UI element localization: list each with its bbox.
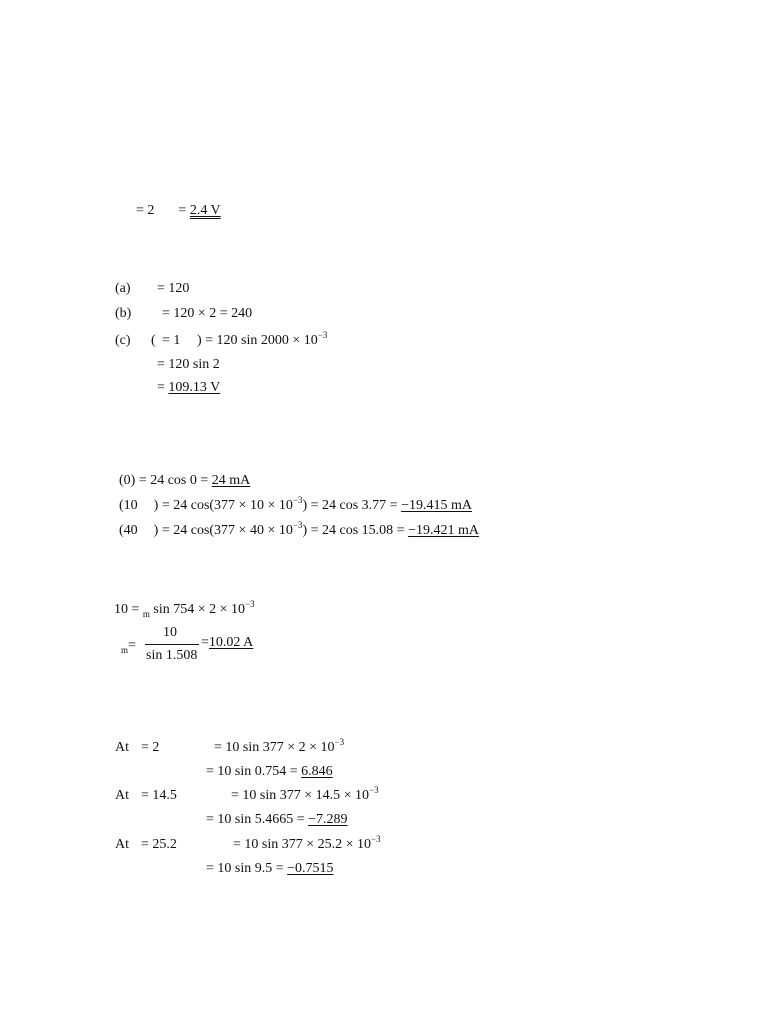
p3-l2-a: (10 xyxy=(119,498,138,513)
p2-c-line3-prefix: = xyxy=(157,380,169,395)
p5-r1-exponent: −3 xyxy=(334,737,345,747)
p5-r2-answer: −7.289 xyxy=(308,812,348,827)
p4-l1-sub: m xyxy=(142,609,150,619)
p5-r3-answer: −0.7515 xyxy=(287,861,334,876)
p4-result xyxy=(201,635,253,651)
p4-answer: 10.02 A xyxy=(208,635,254,650)
p4-l2-lhs xyxy=(121,638,136,654)
p5-r3-expr xyxy=(233,834,381,853)
p5-r3-at: At xyxy=(115,837,129,852)
p2-c-expr xyxy=(197,330,328,349)
p5-r1-answer: 6.846 xyxy=(301,764,333,779)
p2-a-label: (a) xyxy=(115,281,131,296)
p2-c-line2: = 120 sin 2 xyxy=(157,357,220,372)
p5-r1-line2 xyxy=(206,764,333,780)
p4-l2-sub: m xyxy=(121,645,129,655)
p3-l3-answer: −19.421 mA xyxy=(408,523,479,538)
p3-l2-b: ) = 24 cos(377 × 10 × 10 xyxy=(153,498,293,513)
p3-l2-answer: −19.415 mA xyxy=(401,498,472,513)
p4-l1-exponent: −3 xyxy=(245,599,255,609)
p3-l2-exponent: −3 xyxy=(292,495,303,505)
p4-line1 xyxy=(114,599,255,619)
p3-l2-c: ) = 24 cos 3.77 = xyxy=(302,498,402,513)
p5-r1-expr-text: = 10 sin 377 × 2 × 10 xyxy=(214,740,335,755)
p5-r3-expr-text: = 10 sin 377 × 25.2 × 10 xyxy=(233,837,372,852)
p4-denominator: sin 1.508 xyxy=(146,648,198,663)
p3-l1-expr: (0) = 24 cos 0 = xyxy=(119,473,212,488)
p5-r2-line2-text: = 10 sin 5.4665 = xyxy=(206,812,309,827)
p1-answer: 2.4 V xyxy=(189,203,221,218)
p4-l1-b: sin 754 × 2 × 10 xyxy=(149,602,246,617)
p5-r1-expr xyxy=(214,737,345,756)
p4-eq2: = xyxy=(201,635,209,650)
p2-b-expr: = 120 × 2 = 240 xyxy=(162,306,253,321)
p5-r3-exponent: −3 xyxy=(371,834,381,844)
p5-r1-at: At xyxy=(115,740,129,755)
p3-l3-a: (40 xyxy=(119,523,138,538)
p3-line2 xyxy=(119,495,472,514)
p2-c-expr-text: ) = 120 sin 2000 × 10 xyxy=(197,333,318,348)
p3-l1-answer: 24 mA xyxy=(211,473,251,488)
p2-a-expr: = 120 xyxy=(157,281,190,296)
p1-line xyxy=(136,203,221,219)
p2-c-line3 xyxy=(157,380,220,396)
p3-l3-b: ) = 24 cos(377 × 40 × 10 xyxy=(153,523,293,538)
p5-r1-line2-text: = 10 sin 0.754 = xyxy=(206,764,302,779)
p5-r1-val: = 2 xyxy=(141,740,160,755)
p3-l3-exponent: −3 xyxy=(292,520,303,530)
p5-r2-expr xyxy=(231,785,379,804)
p3-line1 xyxy=(119,473,250,489)
p4-numerator: 10 xyxy=(163,625,177,640)
p2-c-label: (c) xyxy=(115,333,131,348)
p5-r2-at: At xyxy=(115,788,129,803)
p5-r2-val: = 14.5 xyxy=(141,788,177,803)
p1-eq2: = xyxy=(178,203,190,218)
fraction-bar xyxy=(145,644,199,645)
p3-l3-c: ) = 24 cos 15.08 = xyxy=(302,523,409,538)
p4-l1-a: 10 = xyxy=(114,602,143,617)
p5-r2-exponent: −3 xyxy=(369,785,379,795)
p2-c-answer: 109.13 V xyxy=(168,380,221,395)
p4-l2-eq: = xyxy=(128,638,136,653)
p2-c-exponent: −3 xyxy=(317,330,328,340)
p5-r3-line2 xyxy=(206,861,334,877)
p5-r3-line2-text: = 10 sin 9.5 = xyxy=(206,861,288,876)
p5-r2-line2 xyxy=(206,812,348,828)
p5-r3-val: = 25.2 xyxy=(141,837,177,852)
p1-eq1: = 2 xyxy=(136,203,155,218)
p2-c-arg: = 1 xyxy=(162,333,181,348)
p2-b-label: (b) xyxy=(115,306,132,321)
p2-c-paren: ( xyxy=(151,333,156,348)
p3-line3 xyxy=(119,520,479,539)
p5-r2-expr-text: = 10 sin 377 × 14.5 × 10 xyxy=(231,788,370,803)
